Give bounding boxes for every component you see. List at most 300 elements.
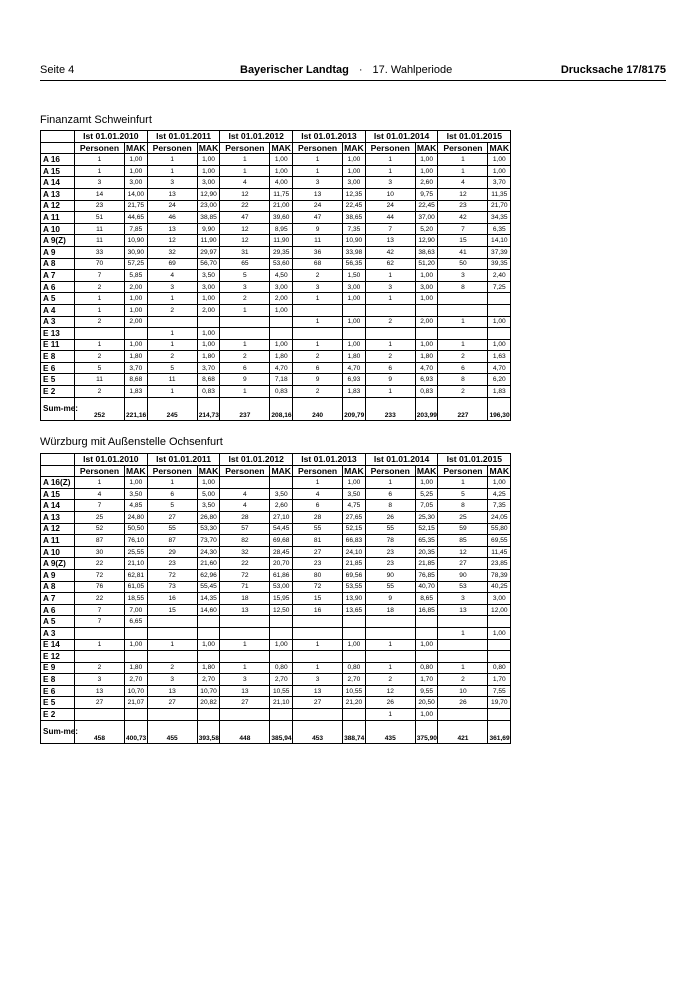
personen-cell: 7 (75, 500, 125, 512)
personen-cell: 33 (75, 246, 125, 258)
year-header: Ist 01.01.2015 (438, 454, 511, 466)
mak-cell: 20,70 (270, 558, 293, 570)
year-header-row (41, 454, 511, 466)
table-row (41, 258, 511, 270)
sum-mak: 214,73 (197, 397, 220, 420)
personen-cell: 6 (365, 362, 415, 374)
section-title: Würzburg mit Außenstelle Ochsenfurt (40, 436, 223, 448)
personen-cell: 13 (293, 685, 343, 697)
personen-cell: 26 (365, 697, 415, 709)
sum-personen: 435 (365, 720, 415, 743)
personen-cell: 14 (75, 188, 125, 200)
mak-cell: 2,00 (270, 293, 293, 305)
sum-personen: 245 (147, 397, 197, 420)
personen-cell: 12 (147, 235, 197, 247)
mak-cell: 38,63 (415, 246, 438, 258)
mak-cell: 10,55 (270, 685, 293, 697)
personen-cell: 2 (438, 674, 488, 686)
mak-cell: 1,80 (270, 351, 293, 363)
personen-cell: 23 (293, 558, 343, 570)
mak-cell: 4,50 (270, 270, 293, 282)
subheader-row (41, 142, 511, 154)
mak-cell: 3,00 (197, 281, 220, 293)
personen-cell: 53 (438, 581, 488, 593)
table-header (41, 454, 511, 477)
personen-cell: 55 (147, 523, 197, 535)
personen-cell: 36 (293, 246, 343, 258)
personen-cell: 1 (147, 165, 197, 177)
mak-cell: 20,50 (415, 697, 438, 709)
table-row (41, 316, 511, 328)
mak-cell (343, 304, 366, 316)
personen-cell: 7 (75, 604, 125, 616)
mak-cell: 1,80 (125, 662, 148, 674)
mak-cell (270, 709, 293, 721)
mak-cell: 1,00 (415, 154, 438, 166)
personen-cell: 1 (293, 316, 343, 328)
mak-cell: 29,35 (270, 246, 293, 258)
table-row (41, 188, 511, 200)
table-row (41, 604, 511, 616)
table-row (41, 616, 511, 628)
mak-cell: 61,05 (125, 581, 148, 593)
personen-header: Personen (293, 142, 343, 154)
personen-cell: 22 (75, 558, 125, 570)
mak-cell: 0,83 (197, 386, 220, 398)
mak-cell: 1,83 (488, 386, 511, 398)
mak-cell: 1,70 (488, 674, 511, 686)
mak-cell (197, 627, 220, 639)
personen-cell (220, 328, 270, 340)
mak-cell (488, 651, 511, 663)
mak-cell (488, 709, 511, 721)
header-separator: · (358, 64, 363, 76)
sum-mak: 203,99 (415, 397, 438, 420)
grade-label: E 5 (41, 697, 75, 709)
personen-cell: 3 (365, 281, 415, 293)
personen-cell (438, 616, 488, 628)
personen-cell (438, 651, 488, 663)
mak-cell: 2,40 (488, 270, 511, 282)
personen-cell: 11 (293, 235, 343, 247)
year-header: Ist 01.01.2011 (147, 454, 220, 466)
mak-cell: 16,85 (415, 604, 438, 616)
personen-cell: 31 (220, 246, 270, 258)
mak-cell: 54,45 (270, 523, 293, 535)
mak-header: MAK (344, 465, 364, 476)
mak-cell: 2,70 (270, 674, 293, 686)
mak-cell (415, 616, 438, 628)
grade-label: A 3 (41, 316, 75, 328)
table-row (41, 488, 511, 500)
mak-cell: 21,10 (125, 558, 148, 570)
personen-cell: 9 (293, 223, 343, 235)
mak-cell: 52,15 (343, 523, 366, 535)
grade-label: E 8 (41, 674, 75, 686)
staff-table (40, 130, 511, 421)
mak-cell: 1,80 (415, 351, 438, 363)
personen-cell: 1 (365, 270, 415, 282)
mak-cell: 69,55 (488, 535, 511, 547)
personen-cell: 1 (75, 154, 125, 166)
year-header: Ist 01.01.2014 (365, 131, 438, 143)
mak-cell: 0,80 (488, 662, 511, 674)
mak-cell (197, 651, 220, 663)
sum-personen: 455 (147, 720, 197, 743)
mak-cell: 4,70 (270, 362, 293, 374)
personen-cell: 26 (365, 511, 415, 523)
mak-cell: 1,80 (125, 351, 148, 363)
personen-cell: 1 (75, 339, 125, 351)
mak-cell: 6,20 (488, 374, 511, 386)
personen-cell: 62 (365, 258, 415, 270)
mak-cell: 19,70 (488, 697, 511, 709)
grade-label: A 10 (41, 223, 75, 235)
grade-label: A 7 (41, 593, 75, 605)
personen-cell (365, 328, 415, 340)
mak-cell: 52,15 (415, 523, 438, 535)
personen-cell: 23 (147, 558, 197, 570)
personen-cell: 5 (438, 488, 488, 500)
mak-cell: 3,00 (125, 177, 148, 189)
grade-label: A 13 (41, 188, 75, 200)
sum-mak: 221,16 (125, 397, 148, 420)
mak-cell: 1,80 (197, 662, 220, 674)
mak-header: MAK (271, 465, 292, 476)
personen-cell: 2 (75, 281, 125, 293)
table-row (41, 351, 511, 363)
mak-cell: 1,00 (270, 304, 293, 316)
table-row (41, 281, 511, 293)
mak-cell: 44,65 (125, 212, 148, 224)
mak-cell: 1,63 (488, 351, 511, 363)
personen-cell: 1 (75, 293, 125, 305)
section-title: Finanzamt Schweinfurt (40, 114, 152, 126)
mak-cell: 7,35 (343, 223, 366, 235)
personen-cell: 71 (220, 581, 270, 593)
mak-cell (125, 651, 148, 663)
mak-cell: 1,00 (125, 639, 148, 651)
mak-cell: 1,00 (488, 627, 511, 639)
personen-cell: 13 (438, 604, 488, 616)
mak-cell: 3,50 (197, 270, 220, 282)
mak-cell: 1,00 (343, 316, 366, 328)
table-row (41, 523, 511, 535)
mak-cell: 21,85 (415, 558, 438, 570)
mak-cell: 3,50 (197, 500, 220, 512)
mak-cell: 21,07 (125, 697, 148, 709)
personen-cell: 1 (438, 339, 488, 351)
personen-cell: 90 (365, 569, 415, 581)
personen-cell: 1 (438, 662, 488, 674)
mak-cell: 1,00 (488, 339, 511, 351)
personen-cell: 1 (293, 477, 343, 489)
mak-cell (415, 651, 438, 663)
mak-cell: 33,98 (343, 246, 366, 258)
personen-cell: 9 (365, 374, 415, 386)
mak-cell: 3,00 (343, 281, 366, 293)
personen-cell: 2 (75, 386, 125, 398)
mak-cell: 21,10 (270, 697, 293, 709)
mak-cell: 13,90 (343, 593, 366, 605)
personen-cell: 2 (220, 351, 270, 363)
mak-cell: 1,00 (488, 316, 511, 328)
mak-cell (125, 627, 148, 639)
personen-cell: 55 (293, 523, 343, 535)
mak-cell: 14,00 (125, 188, 148, 200)
personen-cell (220, 651, 270, 663)
mak-cell: 10,55 (343, 685, 366, 697)
personen-cell: 2 (220, 293, 270, 305)
personen-cell: 1 (220, 154, 270, 166)
personen-cell: 7 (365, 223, 415, 235)
grade-label: A 9 (41, 569, 75, 581)
corner-cell (41, 142, 75, 154)
personen-cell: 6 (365, 488, 415, 500)
table-row (41, 386, 511, 398)
mak-cell: 7,35 (488, 500, 511, 512)
grade-label: E 6 (41, 362, 75, 374)
mak-cell: 3,00 (415, 281, 438, 293)
personen-cell: 8 (438, 374, 488, 386)
mak-header: MAK (489, 142, 510, 153)
mak-cell: 1,00 (197, 477, 220, 489)
year-header: Ist 01.01.2013 (293, 454, 366, 466)
personen-cell: 22 (75, 593, 125, 605)
mak-cell: 1,00 (343, 339, 366, 351)
mak-cell: 1,00 (197, 328, 220, 340)
personen-cell: 2 (75, 351, 125, 363)
mak-cell: 11,45 (488, 546, 511, 558)
personen-cell: 13 (147, 223, 197, 235)
personen-cell: 4 (220, 500, 270, 512)
table-body (41, 477, 511, 720)
staff-table (40, 453, 511, 744)
mak-cell: 3,70 (197, 362, 220, 374)
mak-cell: 69,56 (343, 569, 366, 581)
mak-cell: 40,25 (488, 581, 511, 593)
personen-cell: 2 (365, 674, 415, 686)
grade-label: A 11 (41, 212, 75, 224)
personen-cell: 1 (438, 477, 488, 489)
mak-cell: 12,90 (415, 235, 438, 247)
personen-cell: 23 (75, 200, 125, 212)
mak-cell: 7,18 (270, 374, 293, 386)
mak-cell: 65,35 (415, 535, 438, 547)
personen-cell: 65 (220, 258, 270, 270)
mak-cell: 5,25 (415, 488, 438, 500)
mak-cell: 7,85 (125, 223, 148, 235)
mak-cell (197, 616, 220, 628)
personen-cell: 5 (75, 362, 125, 374)
personen-cell: 13 (220, 685, 270, 697)
personen-cell: 52 (75, 523, 125, 535)
personen-cell (438, 639, 488, 651)
personen-cell: 47 (293, 212, 343, 224)
personen-cell: 1 (365, 386, 415, 398)
sum-mak: 196,30 (488, 397, 511, 420)
personen-cell: 44 (365, 212, 415, 224)
mak-cell: 20,35 (415, 546, 438, 558)
mak-cell: 40,70 (415, 581, 438, 593)
mak-cell: 3,70 (125, 362, 148, 374)
personen-cell: 27 (75, 697, 125, 709)
personen-cell: 15 (438, 235, 488, 247)
grade-label: A 5 (41, 616, 75, 628)
personen-cell: 25 (438, 511, 488, 523)
personen-cell (75, 627, 125, 639)
personen-cell: 3 (438, 593, 488, 605)
personen-cell: 15 (293, 593, 343, 605)
mak-cell: 1,00 (415, 339, 438, 351)
personen-header: Personen (220, 142, 270, 154)
mak-cell (415, 627, 438, 639)
mak-cell: 13,65 (343, 604, 366, 616)
grade-label: E 6 (41, 685, 75, 697)
personen-cell: 2 (75, 316, 125, 328)
personen-cell: 18 (220, 593, 270, 605)
sum-personen: 421 (438, 720, 488, 743)
personen-cell: 1 (220, 662, 270, 674)
mak-cell: 9,90 (197, 223, 220, 235)
table-row (41, 223, 511, 235)
personen-cell: 1 (293, 154, 343, 166)
personen-cell: 73 (147, 581, 197, 593)
table-row (41, 535, 511, 547)
mak-cell: 1,00 (125, 304, 148, 316)
mak-cell: 1,00 (125, 477, 148, 489)
mak-cell (488, 639, 511, 651)
mak-cell: 39,35 (488, 258, 511, 270)
personen-header: Personen (438, 465, 488, 477)
personen-cell: 5 (147, 500, 197, 512)
mak-header: MAK (198, 142, 219, 153)
personen-cell (365, 616, 415, 628)
grade-label: E 2 (41, 709, 75, 721)
sum-row (41, 397, 511, 420)
personen-cell: 50 (438, 258, 488, 270)
mak-cell: 4,75 (343, 500, 366, 512)
grade-label: A 4 (41, 304, 75, 316)
year-header: Ist 01.01.2014 (365, 454, 438, 466)
personen-cell: 85 (438, 535, 488, 547)
mak-cell (488, 616, 511, 628)
mak-cell: 4,85 (125, 500, 148, 512)
mak-cell: 21,85 (343, 558, 366, 570)
mak-cell: 9,75 (415, 188, 438, 200)
personen-cell (220, 627, 270, 639)
mak-cell: 55,45 (197, 581, 220, 593)
mak-cell: 53,55 (343, 581, 366, 593)
mak-cell: 21,70 (488, 200, 511, 212)
personen-cell (365, 627, 415, 639)
personen-cell (75, 709, 125, 721)
mak-cell: 5,20 (415, 223, 438, 235)
mak-cell: 6,93 (415, 374, 438, 386)
personen-cell: 9 (220, 374, 270, 386)
personen-cell: 10 (438, 685, 488, 697)
personen-cell: 1 (147, 639, 197, 651)
personen-cell (220, 316, 270, 328)
table-row (41, 627, 511, 639)
mak-cell: 3,00 (197, 177, 220, 189)
table-row (41, 235, 511, 247)
personen-cell: 1 (365, 339, 415, 351)
personen-cell (293, 328, 343, 340)
mak-cell: 1,00 (415, 639, 438, 651)
grade-label: E 14 (41, 639, 75, 651)
personen-cell: 3 (365, 177, 415, 189)
mak-cell: 1,80 (343, 351, 366, 363)
personen-cell: 24 (293, 200, 343, 212)
personen-cell: 76 (75, 581, 125, 593)
personen-cell: 12 (438, 188, 488, 200)
personen-header: Personen (220, 465, 270, 477)
mak-header: MAK (344, 142, 364, 153)
mak-cell: 1,50 (343, 270, 366, 282)
mak-cell: 8,65 (415, 593, 438, 605)
grade-label: A 10 (41, 546, 75, 558)
mak-header: MAK (416, 465, 437, 476)
personen-cell: 2 (365, 351, 415, 363)
mak-cell: 2,70 (197, 674, 220, 686)
personen-cell: 1 (293, 662, 343, 674)
personen-cell (220, 477, 270, 489)
mak-cell: 53,30 (197, 523, 220, 535)
personen-cell: 3 (75, 674, 125, 686)
sum-personen: 237 (220, 397, 270, 420)
personen-cell: 9 (293, 374, 343, 386)
grade-label: A 13 (41, 511, 75, 523)
personen-cell: 1 (293, 339, 343, 351)
table-row (41, 374, 511, 386)
personen-cell: 13 (365, 235, 415, 247)
personen-cell: 16 (293, 604, 343, 616)
personen-cell (293, 304, 343, 316)
mak-cell: 1,80 (197, 351, 220, 363)
mak-cell: 1,00 (343, 639, 366, 651)
year-header: Ist 01.01.2015 (438, 131, 511, 143)
mak-cell: 12,50 (270, 604, 293, 616)
personen-cell: 69 (147, 258, 197, 270)
personen-cell: 4 (75, 488, 125, 500)
mak-cell: 22,45 (415, 200, 438, 212)
page-header (40, 60, 666, 81)
personen-cell: 1 (147, 339, 197, 351)
mak-cell: 1,70 (415, 674, 438, 686)
personen-cell: 23 (365, 558, 415, 570)
mak-cell (488, 293, 511, 305)
personen-cell: 1 (220, 339, 270, 351)
mak-cell: 3,70 (488, 177, 511, 189)
personen-cell: 1 (75, 477, 125, 489)
table-row (41, 558, 511, 570)
grade-label: A 16(Z) (41, 477, 75, 489)
table-row (41, 662, 511, 674)
table-footer (41, 397, 511, 420)
mak-cell: 0,80 (270, 662, 293, 674)
mak-cell: 1,00 (197, 339, 220, 351)
personen-cell (147, 616, 197, 628)
table-row (41, 293, 511, 305)
mak-cell: 1,00 (343, 293, 366, 305)
table-row (41, 674, 511, 686)
table-body (41, 154, 511, 397)
personen-cell: 90 (438, 569, 488, 581)
personen-cell (365, 304, 415, 316)
personen-cell: 12 (220, 188, 270, 200)
mak-cell: 1,00 (488, 154, 511, 166)
